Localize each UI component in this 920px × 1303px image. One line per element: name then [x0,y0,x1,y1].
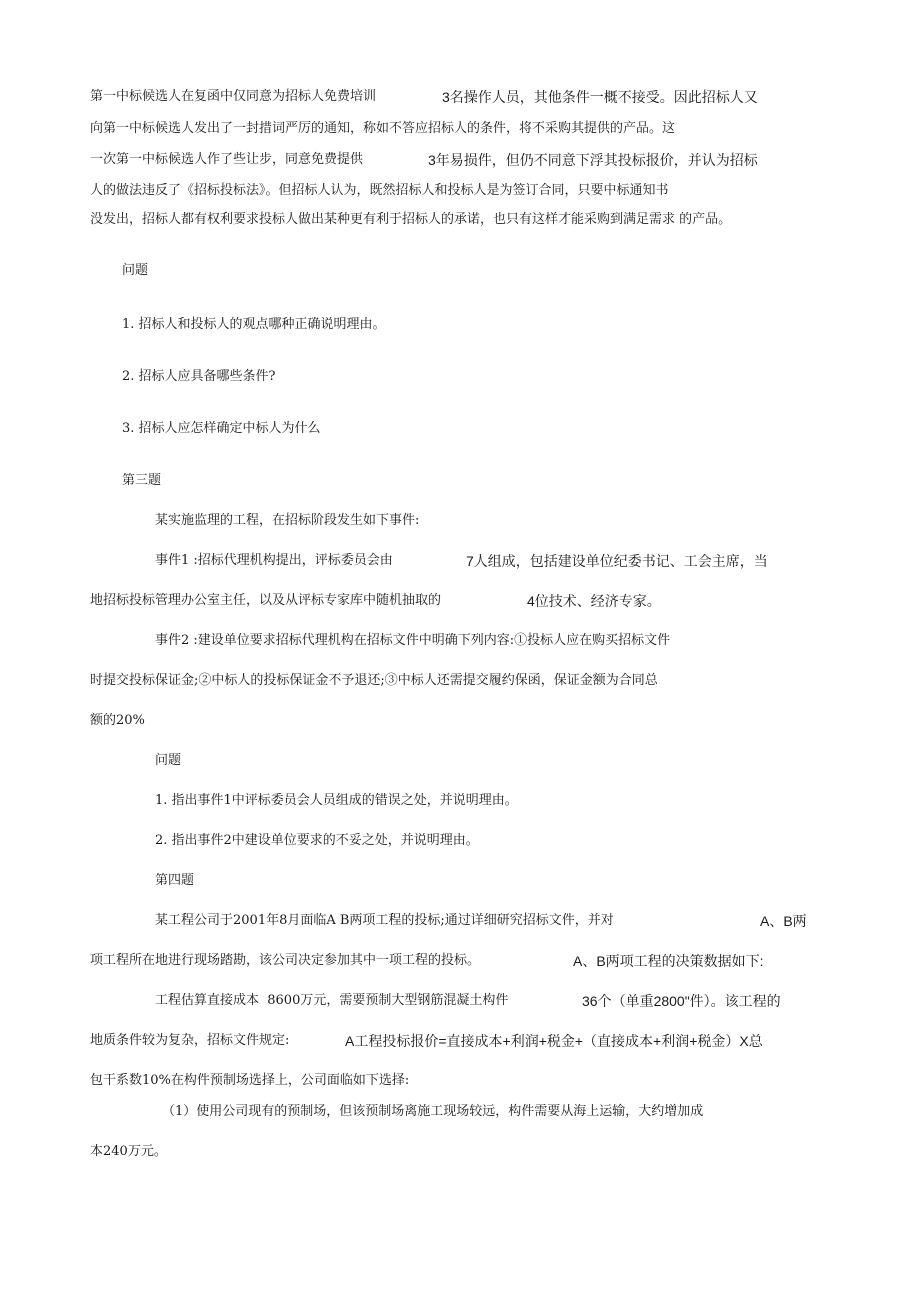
text-segment: 2. 指出事件2中建设单位要求的不妥之处，并说明理由。 [155,833,479,848]
text-segment: 事件1 :招标代理机构提出，评标委员会由 [155,553,393,568]
text-segment: 包干系数10%在构件预制场选择上，公司面临如下选择: [90,1073,410,1088]
text-segment: A、B两 [760,913,807,929]
text-segment: 人的做法违反了《招标投标法》。但招标人认为，既然招标人和投标人是为签订合同，只要中标通知书 [90,183,669,198]
text-segment: 2. 招标人应具备哪些条件? [122,369,276,384]
text-segment: 第一中标候选人在复函中仅同意为招标人免费培训 [90,89,377,104]
text-segment: 没发出，招标人都有权利要求投标人做出某种更有利于招标人的承诺，也只有这样才能采购到满足需求 的产品。 [90,212,732,227]
text-segment: 工程估算直接成本 8600万元，需要预制大型钢筋混凝土构件 [155,993,509,1008]
text-segment: 额的20% [90,713,145,728]
text-segment: 7人组成，包括建设单位纪委书记、工会主席，当 [466,553,768,569]
text-segment: A、B两项工程的决策数据如下: [573,953,764,969]
text-segment: 3名操作人员，其他条件一概不接受。因此招标人又 [442,89,758,105]
text-segment: 3. 招标人应怎样确定中标人为什么 [122,421,321,436]
text-segment: 第三题 [122,473,162,488]
text-segment: 问题 [155,753,182,768]
text-segment: 某实施监理的工程，在招标阶段发生如下事件: [155,513,420,528]
text-segment: （1）使用公司现有的预制场，但该预制场离施工现场较远，构件需要从海上运输，大约增加成 [162,1104,704,1119]
text-segment: 向第一中标候选人发出了一封措词严厉的通知，称如不答应招标人的条件，将不采购其提供的产品。这 [90,121,676,136]
text-segment: 本240万元。 [90,1144,167,1159]
text-segment: 一次第一中标候选人作了些让步，同意免费提供 [90,152,364,167]
text-segment: 时提交投标保证金;②中标人的投标保证金不予退还;③中标人还需提交履约保函，保证金额为合同总 [90,673,658,688]
text-segment: 问题 [122,263,149,278]
text-segment: 某工程公司于2001年8月面临A B两项工程的投标;通过详细研究招标文件，并对 [155,913,614,928]
text-segment: 1. 指出事件1中评标委员会人员组成的错误之处，并说明理由。 [155,793,518,808]
text-segment: 1. 招标人和投标人的观点哪种正确说明理由。 [122,317,386,332]
text-segment: 项工程所在地进行现场踏勘，该公司决定参加其中一项工程的投标。 [90,953,481,968]
text-segment: A工程投标报价=直接成本+利润+税金+（直接成本+利润+税金）X总 [345,1033,763,1049]
text-segment: 事件2 :建设单位要求招标代理机构在招标文件中明确下列内容:①投标人应在购买招标文件 [155,633,671,648]
text-segment: 地招标投标管理办公室主任，以及从评标专家库中随机抽取的 [90,593,442,608]
text-segment: 第四题 [155,873,195,888]
text-segment: 4位技术、经济专家。 [527,593,661,609]
text-segment: 36个（单重2800"件）。该工程的 [582,993,781,1009]
text-segment: 3年易损件，但仍不同意下浮其投标报价，并认为招标 [428,152,758,168]
text-segment: 地质条件较为复杂，招标文件规定: [90,1033,290,1048]
